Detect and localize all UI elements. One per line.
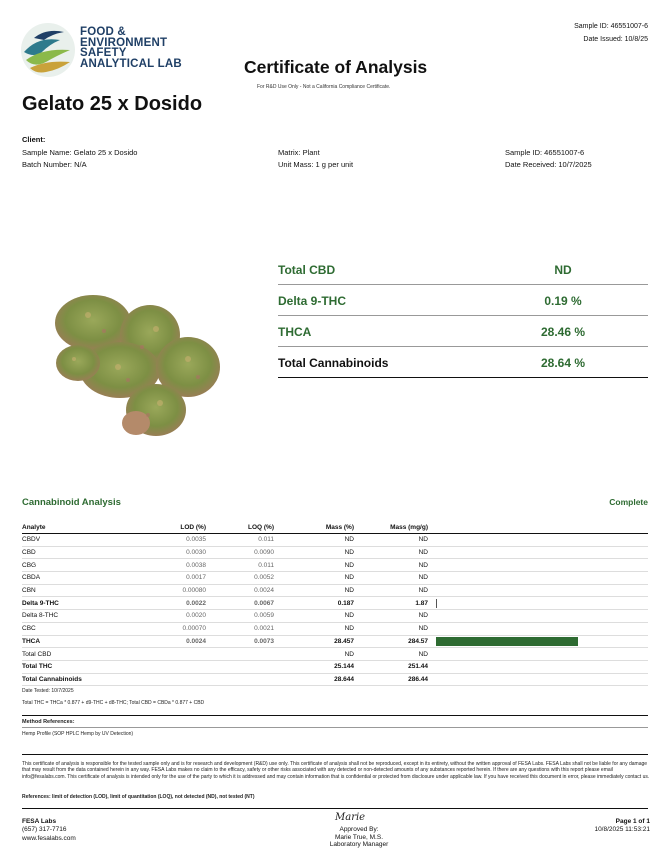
- cell-mass-mg: ND: [354, 648, 428, 661]
- column-header: LOD (%): [152, 522, 206, 534]
- logo-line: FOOD &: [80, 26, 126, 38]
- cell-loq: 0.0067: [206, 597, 274, 610]
- total-formula: Total THC = THCa * 0.877 + d9-THC + d8-THC; Total CBD = CBDa * 0.877 + CBD: [22, 700, 205, 706]
- cell-mass-pct: ND: [274, 559, 354, 572]
- column-header-bar: [428, 522, 648, 534]
- mass-bar: [436, 637, 578, 646]
- rnd-note: For R&D Use Only - Not a California Compliance Certificate.: [257, 84, 391, 90]
- summary-row-delta9-thc: [278, 287, 648, 316]
- footer-phone: (657) 317-7716: [22, 826, 67, 834]
- cell-mass-mg: ND: [354, 572, 428, 585]
- cell-lod: 0.0020: [152, 610, 206, 623]
- table-row: [22, 622, 648, 635]
- cell-bar: [428, 610, 648, 623]
- cell-lod: 0.0022: [152, 597, 206, 610]
- summary-row-total-cannabinoids: [278, 349, 648, 378]
- header-sample-id: Sample ID: 46551007-6: [574, 23, 648, 30]
- footer-contact: [22, 818, 76, 843]
- cell-loq: [206, 673, 274, 686]
- footer-website: www.fesalabs.com: [22, 834, 76, 842]
- cell-analyte: Total CBD: [22, 648, 152, 661]
- cell-loq: 0.011: [206, 559, 274, 572]
- cell-mass-pct: 0.187: [274, 597, 354, 610]
- cell-lod: 0.0038: [152, 559, 206, 572]
- cell-lod: 0.0017: [152, 572, 206, 585]
- table-row: [22, 597, 648, 610]
- lab-logo-icon: [20, 22, 76, 78]
- summary-value: ND: [554, 263, 572, 277]
- cell-loq: [206, 660, 274, 673]
- references: References: limit of detection (LOD), limit of quantitation (LOQ), not detected (ND), not tested (NT): [22, 794, 255, 800]
- approver-name: Marie True, M.S.: [334, 833, 384, 841]
- cell-mass-pct: ND: [274, 584, 354, 597]
- cell-analyte: CBDA: [22, 572, 152, 585]
- logo-line: SAFETY: [80, 47, 127, 59]
- cell-bar: [428, 559, 648, 572]
- column-header: Mass (mg/g): [354, 522, 428, 534]
- header-info: [574, 20, 648, 46]
- report-timestamp: 10/8/2025 11:53:21: [594, 826, 650, 834]
- cell-mass-pct: ND: [274, 546, 354, 559]
- column-header: Mass (%): [274, 522, 354, 534]
- cell-bar: [428, 622, 648, 635]
- cell-lod: 0.0035: [152, 534, 206, 547]
- cell-bar: [428, 572, 648, 585]
- matrix: Matrix: Plant: [278, 147, 320, 157]
- cell-analyte: CBDV: [22, 534, 152, 547]
- divider: [22, 754, 648, 755]
- column-header: Analyte: [22, 522, 152, 534]
- summary-row-total-cbd: [278, 256, 648, 285]
- divider: [22, 727, 648, 728]
- cell-lod: 0.00070: [152, 622, 206, 635]
- unit-mass: Unit Mass: 1 g per unit: [278, 160, 354, 169]
- cell-loq: 0.0024: [206, 584, 274, 597]
- cell-analyte: CBG: [22, 559, 152, 572]
- cell-analyte: CBC: [22, 622, 152, 635]
- summary-value: 28.64 %: [540, 356, 586, 370]
- cell-mass-pct: ND: [274, 622, 354, 635]
- approval-block: [305, 826, 413, 849]
- approved-by-label: Approved By:: [339, 826, 379, 833]
- cell-bar: [428, 635, 648, 648]
- cell-mass-pct: ND: [274, 610, 354, 623]
- cannabinoid-table: [22, 522, 648, 686]
- table-row: [22, 546, 648, 559]
- cell-lod: 0.0030: [152, 546, 206, 559]
- cell-mass-pct: ND: [274, 572, 354, 585]
- cell-mass-mg: 286.44: [354, 673, 428, 686]
- cell-loq: 0.0090: [206, 546, 274, 559]
- date-tested: Date Tested: 10/7/2025: [22, 688, 74, 694]
- table-row: [22, 584, 648, 597]
- cell-bar: [428, 660, 648, 673]
- cell-loq: 0.0073: [206, 635, 274, 648]
- table-row: [22, 610, 648, 623]
- cell-loq: 0.011: [206, 534, 274, 547]
- summary-name: Delta 9-THC: [278, 294, 347, 308]
- cell-analyte: Total Cannabinoids: [22, 673, 152, 686]
- cell-mass-pct: 28.457: [274, 635, 354, 648]
- summary-name: Total Cannabinoids: [278, 356, 389, 370]
- cell-lod: [152, 660, 206, 673]
- cell-bar: [428, 546, 648, 559]
- table-row: [22, 648, 648, 661]
- summary-name: Total CBD: [278, 263, 336, 277]
- mass-bar: [436, 599, 437, 608]
- header-date-issued: Date Issued: 10/8/25: [583, 36, 648, 43]
- cell-mass-mg: 1.87: [354, 597, 428, 610]
- table-row: [22, 559, 648, 572]
- cell-mass-mg: ND: [354, 534, 428, 547]
- client-label: Client:: [22, 135, 46, 144]
- cell-mass-mg: 284.57: [354, 635, 428, 648]
- summary-value: 0.19 %: [544, 294, 582, 308]
- disclaimer: This certificate of analysis is responsible for the tested sample only and is for research and development (R&D) use only. This certificate of analysis shall not be reproduced, except in its entirety, without the written approval of FESA Labs. FESA Labs shall not be liable for any damage that may result from the data contained herein in any way. FESA Labs makes no claim to the efficacy, safety or other risks associated with any detected or non-detected amounts of any substances reported herein. If there are any questions with this report please email info@fesalabs.com. This certificate of analysis is intended only for the use of the party to which it is addressed and may contain information that is confidential or protected from disclosure under applicable law. If you have received this document in error, please immediately contact us.: [22, 761, 650, 780]
- cell-loq: 0.0052: [206, 572, 274, 585]
- approver-title: Laboratory Manager: [329, 841, 389, 849]
- summary-row-thca: [278, 318, 648, 347]
- signature: Marie: [335, 812, 366, 823]
- column-header: LOQ (%): [206, 522, 274, 534]
- cell-analyte: Delta 8-THC: [22, 610, 152, 623]
- cell-mass-pct: ND: [274, 534, 354, 547]
- cell-lod: [152, 673, 206, 686]
- cell-loq: [206, 648, 274, 661]
- cell-analyte: Total THC: [22, 660, 152, 673]
- cell-analyte: Delta 9-THC: [22, 597, 152, 610]
- client-sample-id: Sample ID: 46551007-6: [505, 147, 585, 157]
- cell-mass-mg: ND: [354, 559, 428, 572]
- logo-line: ENVIRONMENT: [80, 36, 168, 49]
- cell-analyte: CBD: [22, 546, 152, 559]
- divider: [22, 808, 648, 809]
- summary-value: 28.46 %: [540, 325, 586, 339]
- cell-bar: [428, 648, 648, 661]
- cell-bar: [428, 534, 648, 547]
- cell-analyte: CBN: [22, 584, 152, 597]
- product-photo: [38, 285, 228, 440]
- analysis-title: Cannabinoid Analysis: [22, 497, 121, 508]
- date-received: Date Received: 10/7/2025: [505, 160, 592, 169]
- lab-logo-text: [80, 27, 182, 69]
- cell-loq: 0.0059: [206, 610, 274, 623]
- cell-mass-mg: 251.44: [354, 660, 428, 673]
- analysis-status-badge: Complete: [609, 497, 648, 507]
- cell-loq: 0.0021: [206, 622, 274, 635]
- cell-mass-mg: ND: [354, 584, 428, 597]
- cell-mass-mg: ND: [354, 622, 428, 635]
- page-number: Page 1 of 1: [615, 818, 650, 825]
- sample-name: Sample Name: Gelato 25 x Dosido: [22, 147, 138, 157]
- summary-name: THCA: [278, 325, 312, 339]
- cell-mass-mg: ND: [354, 610, 428, 623]
- cell-lod: 0.00080: [152, 584, 206, 597]
- sample-block: [505, 147, 592, 172]
- table-row: [22, 660, 648, 673]
- table-row: [22, 572, 648, 585]
- cell-lod: 0.0024: [152, 635, 206, 648]
- footer-company: FESA Labs: [22, 818, 57, 825]
- matrix-block: [278, 147, 353, 172]
- method-label: Method References:: [22, 719, 75, 725]
- table-row: [22, 534, 648, 547]
- cell-mass-pct: 25.144: [274, 660, 354, 673]
- table-row: [22, 635, 648, 648]
- divider: [22, 715, 648, 716]
- cell-bar: [428, 597, 648, 610]
- product-name: Gelato 25 x Dosido: [22, 93, 203, 115]
- table-header-row: [22, 522, 648, 534]
- cell-lod: [152, 648, 206, 661]
- cell-bar: [428, 673, 648, 686]
- cell-mass-mg: ND: [354, 546, 428, 559]
- logo-line: ANALYTICAL LAB: [80, 57, 182, 70]
- cell-bar: [428, 584, 648, 597]
- footer-page-info: [594, 818, 650, 835]
- cell-mass-pct: 28.644: [274, 673, 354, 686]
- cell-analyte: THCA: [22, 635, 152, 648]
- table-row: [22, 673, 648, 686]
- cell-mass-pct: ND: [274, 648, 354, 661]
- batch-number: Batch Number: N/A: [22, 160, 87, 169]
- method-text: Hemp Profile (SOP HPLC Hemp by UV Detection): [22, 731, 134, 737]
- client-block: [22, 134, 137, 172]
- document-title: Certificate of Analysis: [244, 57, 428, 77]
